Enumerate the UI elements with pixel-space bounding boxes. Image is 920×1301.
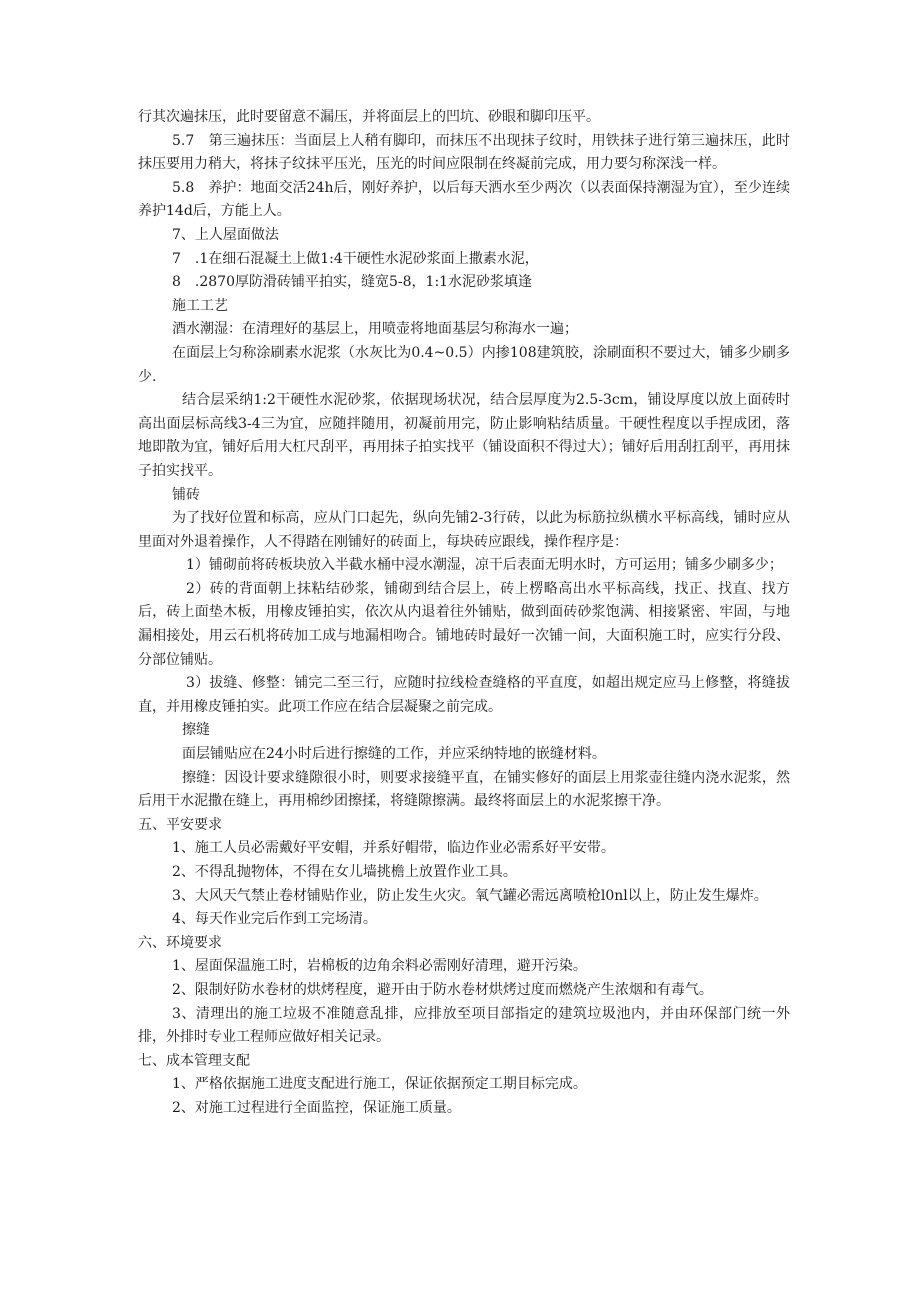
paragraph-8: 酒水潮湿：在清理好的基层上，用喷壶将地面基层匀称海水一遍；: [172, 321, 578, 338]
cost-item-1: 1、严格依据施工进度支配进行施工，保证依据预定工期目标完成。: [172, 1076, 587, 1093]
step-1: 1）铺砌前将砖板块放入半截水桶中浸水潮湿，凉干后表面无明水时，方可运用；铺多少刷多少；: [186, 557, 783, 574]
environment-item-2: 2、限制好防水卷材的烘烤程度，避开由于防水卷材烘烤过度而燃烧产生浓烟和有毒气。: [172, 981, 713, 998]
paragraph-6: 8 .2870厚防滑砖铺平拍实，缝宽5-8，1:1水泥砂浆填逢: [172, 274, 533, 291]
paragraph-3: 5.8 养护：地面交活24h后，刚好养护，以后每天洒水至少两次（以表面保持潮湿为宜），至少连续养护14d后，方能上人。: [138, 179, 790, 220]
document-page: [138, 106, 790, 1121]
paragraph-10: 结合层采纳1:2干硬性水泥砂浆，依据现场状况，结合层厚度为2.5-3cm，铺设厚度以放上面砖时高出面层标高线3-4三为宜，应随拌随用，初凝前用完，防止影响粘结质量。干硬性程度以手捏成团，落地即散为宜，铺好后用大杠尺刮平，再用抹子拍实找平（铺设面积不得过大）；铺好后用刮扛刮平，再用抹子拍实找平。: [138, 392, 790, 479]
heading-grouting: 擦缝: [182, 722, 210, 739]
step-2: 2）砖的背面朝上抹粘结砂浆，铺砌到结合层上，砖上楞略高出水平标高线，找正、找直、找方后，砖上面垫木板，用橡皮锤拍实，依次从内退着往外铺贴，做到面砖砂浆饱满、相接紧密、牢固，与地漏相接处，用云石机将砖加工成与地漏相吻合。铺地砖时最好一次铺一间，大面积施工时，应实行分段、分部位铺贴。: [138, 580, 790, 668]
section-environment: 六、环境要求: [138, 934, 222, 951]
paragraph-17: 面层铺贴应在24小时后进行擦缝的工作，并应采纳特地的嵌缝材料。: [182, 746, 606, 763]
step-3: 3）拔缝、修整：铺完二至三行，应随时拉线检查缝格的平直度，如超出规定应马上修整，将缝拔直，并用橡皮锤拍实。此项工作应在结合层凝聚之前完成。: [138, 675, 790, 715]
heading-tiling: 铺砖: [172, 486, 200, 503]
paragraph-9: 在面层上匀称涂刷素水泥浆（水灰比为0.4~0.5）内掺108建筑胶，涂刷面积不要过大，铺多少刷多少.: [138, 344, 790, 385]
environment-item-3: 3、清理出的施工垃圾不准随意乱排，应排放至项目部指定的建筑垃圾池内，并由环保部门统一外排，外排时专业工程师应做好相关记录。: [138, 1005, 790, 1046]
paragraph-2: 5.7 第三遍抹压：当面层上人稍有脚印，而抹压不出现抹子纹时，用铁抹子进行第三遍抹压，此时抹压要用力稍大，将抹子纹抹平压光，压光的时间应限制在终凝前完成，用力要匀称深浅一样。: [138, 132, 790, 173]
section-cost: 七、成本管理支配: [138, 1052, 250, 1069]
safety-item-2: 2、不得乱抛物体，不得在女儿墙挑檐上放置作业工具。: [172, 864, 517, 880]
heading-roof-method: 7、上人屋面做法: [172, 226, 279, 243]
paragraph-12: 为了找好位置和标高，应从门口起先，纵向先铺2-3行砖，以此为标筋拉纵横水平标高线，铺时应从里面对外退着操作，人不得踏在刚铺好的砖面上，每块砖应跟线，操作程序是：: [138, 510, 790, 550]
safety-item-4: 4、每天作业完后作到工完场清。: [172, 911, 377, 928]
safety-item-3: 3、大风天气禁止卷材铺贴作业，防止发生火灾。氧气罐必需远离喷枪l0nl以上，防止发生爆炸。: [172, 887, 768, 904]
paragraph-5: 7 .1在细石混凝土上做1:4干硬性水泥砂浆面上撒素水泥，: [172, 250, 539, 267]
safety-item-1: 1、施工人员必需戴好平安帽，并系好帽带，临边作业必需系好平安带。: [172, 840, 615, 857]
paragraph-1: 行其次遍抹压，此时要留意不漏压，并将面层上的凹坑、砂眼和脚印压平。: [138, 109, 600, 125]
section-safety: 五、平安要求: [138, 816, 222, 833]
cost-item-2: 2、对施工过程进行全面监控，保证施工质量。: [172, 1099, 461, 1116]
paragraph-18: 擦缝：因设计要求缝隙很小时，则要求接缝平直，在铺实修好的面层上用浆壶往缝内浇水泥浆，然后用干水泥撒在缝上，再用棉纱团擦揉，将缝隙擦满。最终将面层上的水泥浆擦干净。: [138, 769, 790, 810]
heading-construction-process: 施工工艺: [172, 297, 228, 314]
environment-item-1: 1、屋面保温施工时，岩棉板的边角余料必需刚好清理，避开污染。: [172, 958, 587, 975]
